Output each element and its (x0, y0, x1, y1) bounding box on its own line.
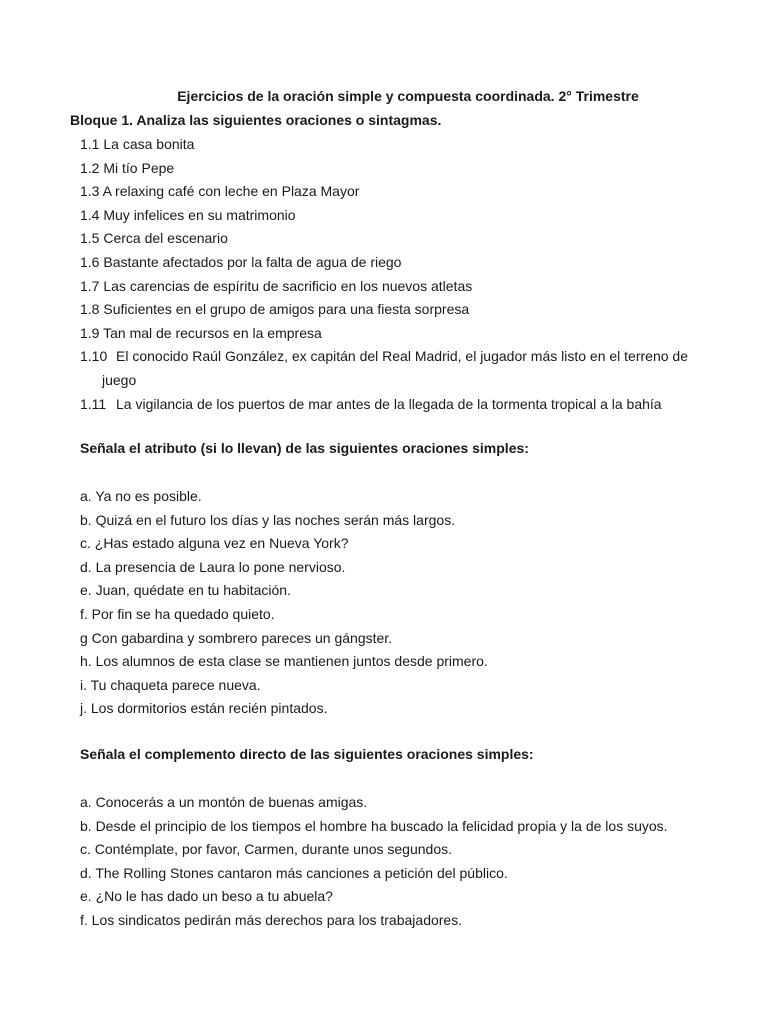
list-item: 1.8 Suficientes en el grupo de amigos para una fiesta sorpresa (80, 301, 470, 318)
list-item: e. Juan, quédate en tu habitación. (80, 582, 291, 599)
direct-object-section-heading: Señala el complemento directo de las siguientes oraciones simples: (80, 746, 534, 762)
list-item: e. ¿No le has dado un beso a tu abuela? (80, 888, 333, 905)
list-item: c. ¿Has estado alguna vez en Nueva York? (80, 535, 349, 552)
block1-heading: Bloque 1. Analiza las siguientes oraciones o sintagmas. (70, 112, 442, 128)
list-item: 1.9 Tan mal de recursos en la empresa (80, 324, 322, 341)
list-item: g Con gabardina y sombrero pareces un gángster. (80, 629, 393, 646)
list-item: d. The Rolling Stones cantaron más canciones a petición del público. (80, 864, 508, 881)
list-item: a. Ya no es posible. (80, 488, 202, 504)
list-item: a. Conocerás a un montón de buenas amigas. (80, 794, 368, 810)
list-item: b. Desde el principio de los tiempos el hombre ha buscado la felicidad propia y la de los suyos. (80, 817, 668, 834)
block1-list (80, 133, 700, 416)
list-item: f. Los sindicatos pedirán más derechos para los trabajadores. (80, 911, 463, 928)
list-item: 1.2 Mi tío Pepe (80, 159, 175, 176)
list-item: c. Contémplate, por favor, Carmen, durante unos segundos. (80, 841, 452, 858)
list-item: 1.3 A relaxing café con leche en Plaza Mayor (80, 183, 360, 200)
attribute-list (80, 485, 720, 721)
list-item: 1.10 El conocido Raúl González, ex capitán del Real Madrid, el jugador más listo en el terreno de juego (80, 348, 688, 388)
list-item: b. Quizá en el futuro los días y las noches serán más largos. (80, 511, 456, 528)
list-item: f. Por fin se ha quedado quieto. (80, 605, 275, 622)
attribute-section-heading: Señala el atributo (si lo llevan) de las siguientes oraciones simples: (80, 440, 529, 456)
document-title: Ejercicios de la oración simple y compuesta coordinada. 2° Trimestre (177, 88, 639, 104)
direct-object-section (80, 744, 720, 933)
list-item: d. La presencia de Laura lo pone nervioso. (80, 558, 346, 575)
list-item: i. Tu chaqueta parece nueva. (80, 676, 261, 693)
list-item: 1.11 La vigilancia de los puertos de mar antes de la llegada de la tormenta tropical a la bahía (80, 395, 662, 412)
list-item: 1.1 La casa bonita (80, 136, 195, 152)
direct-object-list (80, 791, 720, 933)
list-item: j. Los dormitorios están recién pintados. (80, 700, 328, 717)
list-item: h. Los alumnos de esta clase se mantienen juntos desde primero. (80, 653, 488, 670)
list-item: 1.4 Muy infelices en su matrimonio (80, 206, 296, 223)
attribute-section (80, 438, 720, 721)
list-item: 1.6 Bastante afectados por la falta de agua de riego (80, 253, 402, 270)
list-item: 1.5 Cerca del escenario (80, 230, 228, 247)
list-item: 1.7 Las carencias de espíritu de sacrificio en los nuevos atletas (80, 277, 473, 294)
